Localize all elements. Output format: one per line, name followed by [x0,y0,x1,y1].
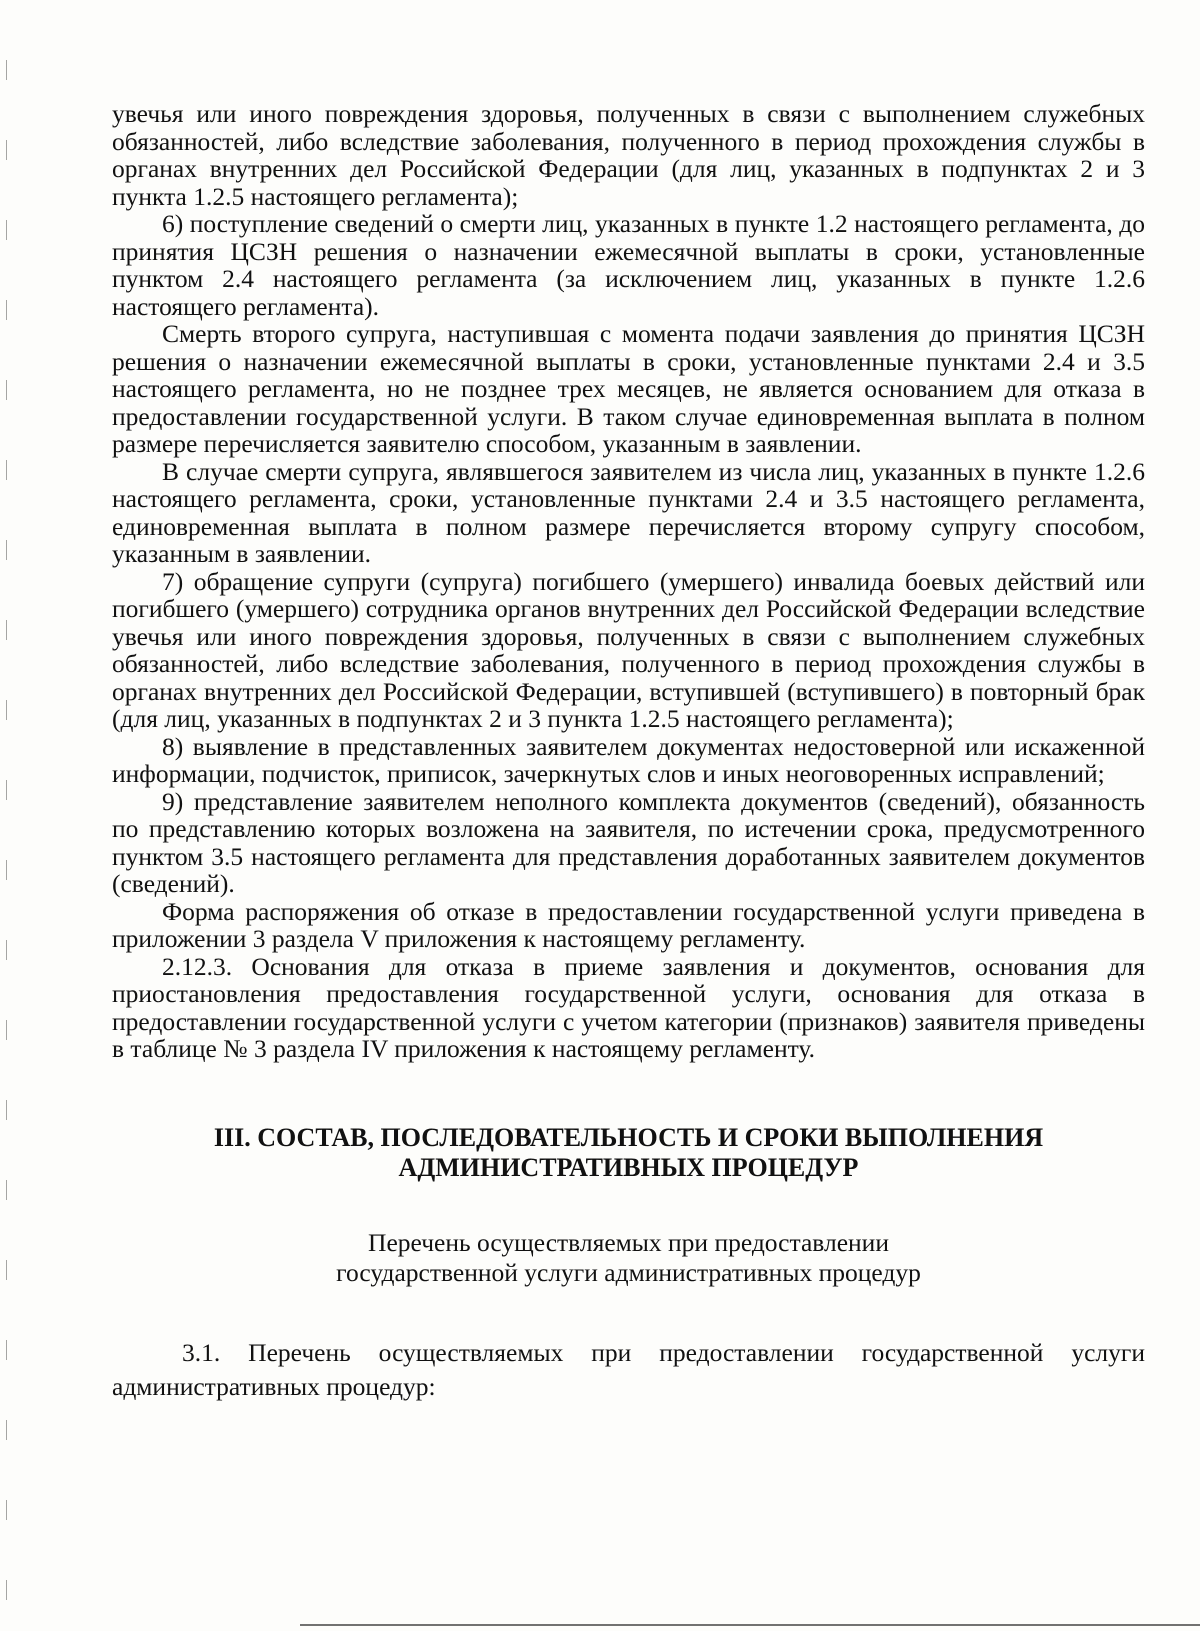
paragraph-item-7: 7) обращение супруги (супруга) погибшего (умершего) инвалида боевых действий или погибшего (умершего) сотрудника органов внутренних дел Российской Федерации вследствие увечья или иного повреждения здоровья, полученных в связи с выполнением служебных обязанностей, либо вследствие заболевания, полученного в период прохождения службы в органах внутренних дел Российской Федерации, вступившей (вступившего) в повторный брак (для лиц, указанных в подпунктах 2 и 3 пункта 1.2.5 настоящего регламента); [112,566,1145,733]
section-title [112,1123,1145,1183]
paragraph-continuation: увечья или иного повреждения здоровья, полученных в связи с выполнением служебных обязанностей, либо вследствие заболевания, полученного в период прохождения службы в органах внутренних дел Российской Федерации (для лиц, указанных в подпунктах 2 и 3 пункта 1.2.5 настоящего регламента); [112,99,1145,211]
section-subtitle-line2: государственной услуги административных процедур [336,1257,921,1287]
paragraph-item-8: 8) выявление в представленных заявителем документах недостоверной или искаженной информации, подчисток, приписок, зачеркнутых слов и иных неоговоренных исправлений; [112,731,1145,788]
paragraph-refusal-form: Форма распоряжения об отказе в предоставлении государственной услуги приведена в приложении 3 раздела V приложения к настоящему регламенту. [112,896,1145,953]
section-subtitle-line1: Перечень осуществляемых при предоставлении [368,1227,889,1257]
paragraph-3-1: 3.1. Перечень осуществляемых при предоставлении государственной услуги административных процедур: [112,1337,1145,1401]
paragraph-spouse-death: Смерть второго супруга, наступившая с момента подачи заявления до принятия ЦСЗН решения о назначении ежемесячной выплаты в сроки, установленные пунктами 2.4 и 3.5 настоящего регламента, но не позднее трех месяцев, не является основанием для отказа в предоставлении государственной услуги. В таком случае единовременная выплата в полном размере перечисляется заявителю способом, указанным в заявлении. [112,319,1145,458]
section-title-line2: АДМИНИСТРАТИВНЫХ ПРОЦЕДУР [398,1152,859,1182]
section-title-line1: III. СОСТАВ, ПОСЛЕДОВАТЕЛЬНОСТЬ И СРОКИ ВЫПОЛНЕНИЯ [213,1122,1044,1152]
paragraph-item-9: 9) представление заявителем неполного комплекта документов (сведений), обязанность по представлению которых возложена на заявителя, по истечении срока, предусмотренного пунктом 3.5 настоящего регламента для представления доработанных заявителем документов (сведений). [112,786,1145,898]
paragraph-2-12-3: 2.12.3. Основания для отказа в приеме заявления и документов, основания для приостановления предоставления государственной услуги, основания для отказа в предоставлении государственной услуги с учетом категории (признаков) заявителя приведены в таблице № 3 раздела IV приложения к настоящему регламенту. [112,951,1145,1063]
scan-edge-marks [6,0,7,1631]
paragraph-item-6: 6) поступление сведений о смерти лиц, указанных в пункте 1.2 настоящего регламента, до принятия ЦСЗН решения о назначении ежемесячной выплаты в сроки, установленные пунктом 2.4 настоящего регламента (за исключением лиц, указанных в пункте 1.2.6 настоящего регламента). [112,209,1145,321]
paragraph-applicant-death: В случае смерти супруга, являвшегося заявителем из числа лиц, указанных в пункте 1.2.6 настоящего регламента, сроки, установленные пунктами 2.4 и 3.5 настоящего регламента, единовременная выплата в полном размере перечисляется второму супругу способом, указанным в заявлении. [112,456,1145,568]
section-subtitle [112,1228,1145,1288]
document-body [112,100,1145,1404]
scan-bottom-edge [300,1624,1200,1626]
